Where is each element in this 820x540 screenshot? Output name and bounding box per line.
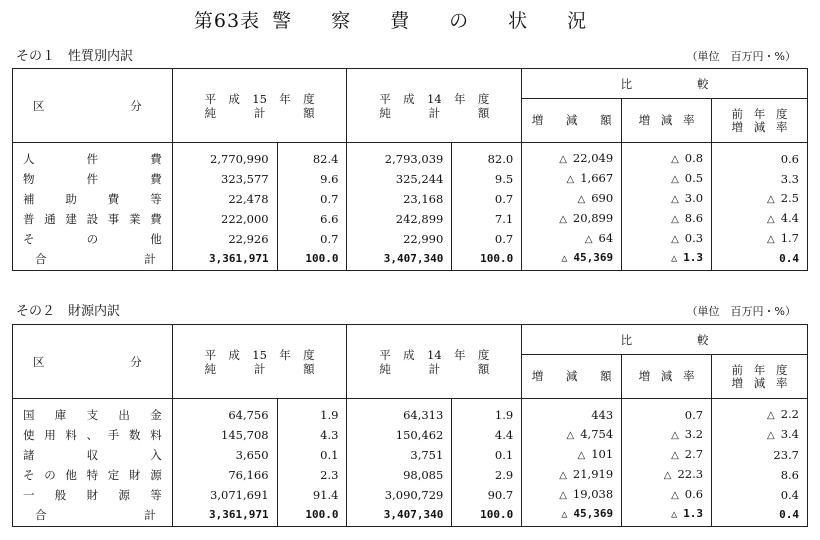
triangle-negative-mark: △: [559, 490, 567, 501]
total-row: [13, 505, 808, 527]
row-label: 国庫支出金: [13, 399, 173, 426]
triangle-negative-mark: △: [566, 174, 575, 185]
prev-change-rate: 8.6: [712, 465, 808, 485]
value-h15: 323,577: [172, 169, 277, 189]
unit-note-1: （単位 百万円・%）: [686, 50, 796, 63]
triangle-negative-mark: △: [577, 450, 586, 461]
triangle-negative-mark: △: [663, 470, 672, 481]
table-body: [13, 143, 808, 271]
table-row: [13, 189, 808, 209]
share-h14: 0.7: [452, 229, 522, 249]
row-label: 使用料、手数料: [13, 425, 173, 445]
triangle-negative-mark: △: [671, 174, 679, 185]
value-h15: 3,361,971: [172, 249, 277, 271]
triangle-negative-mark: △: [671, 430, 679, 441]
table-row: [13, 143, 808, 170]
value-h14: 22,990: [347, 229, 452, 249]
change-rate: △ 22.3: [622, 465, 712, 485]
change-rate: △ 0.5: [622, 169, 712, 189]
change-rate: △ 8.6: [622, 209, 712, 229]
header-zougenritsu: 増減率: [622, 355, 712, 399]
value-h15: 64,756: [172, 399, 277, 426]
value-h15: 222,000: [172, 209, 277, 229]
triangle-negative-mark: △: [559, 154, 567, 165]
header-kubun: 区 分: [13, 325, 173, 399]
share-h14: 0.1: [452, 445, 522, 465]
value-h15: 76,166: [172, 465, 277, 485]
change-amount: △ 22,049: [522, 143, 622, 170]
header-h15: 平成15年度 純計額: [172, 69, 347, 143]
change-amount: △ 45,369: [522, 249, 622, 271]
table-number: 第63表: [193, 10, 261, 32]
triangle-negative-mark: △: [671, 509, 678, 520]
triangle-negative-mark: △: [767, 234, 775, 245]
header-kubun: 区 分: [13, 69, 173, 143]
share-h14: 4.4: [452, 425, 522, 445]
change-amount: △ 19,038: [522, 485, 622, 505]
row-label: 一般財源等: [13, 485, 173, 505]
triangle-negative-mark: △: [767, 410, 775, 421]
row-label: 諸収入: [13, 445, 173, 465]
share-h14: 7.1: [452, 209, 522, 229]
value-h15: 3,650: [172, 445, 277, 465]
header-zougen: 増減額: [522, 355, 622, 399]
table-row: [13, 485, 808, 505]
total-row: [13, 249, 808, 271]
value-h15: 22,478: [172, 189, 277, 209]
triangle-negative-mark: △: [577, 194, 586, 205]
row-label: その他: [13, 229, 173, 249]
change-rate: △ 1.3: [622, 505, 712, 527]
prev-change-rate: 0.4: [712, 249, 808, 271]
header-zougenritsu: 増減率: [622, 99, 712, 143]
triangle-negative-mark: △: [671, 214, 679, 225]
share-h15: 82.4: [277, 143, 347, 170]
table-row: [13, 425, 808, 445]
share-h15: 0.7: [277, 229, 347, 249]
value-h14: 150,462: [347, 425, 452, 445]
value-h14: 64,313: [347, 399, 452, 426]
value-h14: 3,090,729: [347, 485, 452, 505]
change-rate: △ 3.0: [622, 189, 712, 209]
header-zougen: 増減額: [522, 99, 622, 143]
change-amount: △ 21,919: [522, 465, 622, 485]
triangle-negative-mark: △: [584, 234, 593, 245]
value-h15: 22,926: [172, 229, 277, 249]
prev-change-rate: 0.4: [712, 485, 808, 505]
change-amount: △ 45,369: [522, 505, 622, 527]
row-label: 補助費等: [13, 189, 173, 209]
share-h15: 4.3: [277, 425, 347, 445]
prev-change-rate: 0.4: [712, 505, 808, 527]
triangle-negative-mark: △: [671, 154, 679, 165]
value-h15: 3,361,971: [172, 505, 277, 527]
triangle-negative-mark: △: [671, 490, 679, 501]
share-h14: 2.9: [452, 465, 522, 485]
table-header: [13, 325, 808, 399]
value-h14: 242,899: [347, 209, 452, 229]
row-label: 物件費: [13, 169, 173, 189]
table-row: [13, 229, 808, 249]
share-h15: 100.0: [277, 505, 347, 527]
table-row: [13, 209, 808, 229]
change-rate: △ 0.6: [622, 485, 712, 505]
header-h14: 平成14年度 純計額: [347, 325, 522, 399]
triangle-negative-mark: △: [671, 234, 679, 245]
prev-change-rate: 3.3: [712, 169, 808, 189]
share-h14: 1.9: [452, 399, 522, 426]
change-amount: △ 690: [522, 189, 622, 209]
change-amount: △ 101: [522, 445, 622, 465]
change-amount: △ 1,667: [522, 169, 622, 189]
header-h14: 平成14年度 純計額: [347, 69, 522, 143]
row-label: 人件費: [13, 143, 173, 170]
change-amount: △ 64: [522, 229, 622, 249]
prev-change-rate: △ 2.5: [712, 189, 808, 209]
share-h14: 90.7: [452, 485, 522, 505]
share-h14: 0.7: [452, 189, 522, 209]
table-section-1: [12, 68, 808, 271]
triangle-negative-mark: △: [671, 253, 678, 264]
header-hikaku: 比 較: [522, 325, 808, 355]
page-title: [0, 6, 820, 33]
header-zennen: 前年度 増減率: [712, 355, 808, 399]
change-amount: 443: [522, 399, 622, 426]
triangle-negative-mark: △: [561, 253, 568, 264]
section-title-1: その１ 性質別内訳: [16, 49, 134, 64]
value-h14: 325,244: [347, 169, 452, 189]
value-h14: 3,407,340: [347, 505, 452, 527]
section-title-2: その２ 財源内訳: [16, 304, 121, 319]
row-label: その他特定財源: [13, 465, 173, 485]
header-hikaku: 比 較: [522, 69, 808, 99]
share-h15: 6.6: [277, 209, 347, 229]
title-text: 警察費の状況: [272, 10, 627, 32]
triangle-negative-mark: △: [566, 430, 575, 441]
value-h15: 2,770,990: [172, 143, 277, 170]
table-body: [13, 399, 808, 527]
value-h14: 3,751: [347, 445, 452, 465]
share-h15: 91.4: [277, 485, 347, 505]
row-label: 普通建設事業費: [13, 209, 173, 229]
prev-change-rate: △ 4.4: [712, 209, 808, 229]
share-h14: 82.0: [452, 143, 522, 170]
value-h15: 3,071,691: [172, 485, 277, 505]
triangle-negative-mark: △: [559, 214, 567, 225]
change-rate: △ 2.7: [622, 445, 712, 465]
table-section-2: [12, 324, 808, 527]
header-zennen: 前年度 増減率: [712, 99, 808, 143]
value-h14: 98,085: [347, 465, 452, 485]
table-header: [13, 69, 808, 143]
change-amount: △ 4,754: [522, 425, 622, 445]
prev-change-rate: 0.6: [712, 143, 808, 170]
triangle-negative-mark: △: [767, 430, 775, 441]
share-h14: 9.5: [452, 169, 522, 189]
value-h14: 2,793,039: [347, 143, 452, 170]
unit-note-2: （単位 百万円・%）: [686, 305, 796, 318]
prev-change-rate: △ 2.2: [712, 399, 808, 426]
share-h15: 0.1: [277, 445, 347, 465]
triangle-negative-mark: △: [767, 194, 775, 205]
triangle-negative-mark: △: [559, 470, 567, 481]
table-row: [13, 465, 808, 485]
change-rate: △ 0.8: [622, 143, 712, 170]
row-label: 合計: [13, 249, 173, 271]
table-row: [13, 169, 808, 189]
row-label: 合計: [13, 505, 173, 527]
prev-change-rate: △ 1.7: [712, 229, 808, 249]
table-row: [13, 445, 808, 465]
triangle-negative-mark: △: [671, 450, 679, 461]
share-h15: 0.7: [277, 189, 347, 209]
value-h14: 23,168: [347, 189, 452, 209]
share-h14: 100.0: [452, 505, 522, 527]
change-rate: △ 1.3: [622, 249, 712, 271]
value-h15: 145,708: [172, 425, 277, 445]
change-rate: △ 0.3: [622, 229, 712, 249]
triangle-negative-mark: △: [671, 194, 679, 205]
triangle-negative-mark: △: [767, 214, 775, 225]
change-rate: 0.7: [622, 399, 712, 426]
prev-change-rate: △ 3.4: [712, 425, 808, 445]
triangle-negative-mark: △: [561, 509, 568, 520]
prev-change-rate: 23.7: [712, 445, 808, 465]
value-h14: 3,407,340: [347, 249, 452, 271]
share-h14: 100.0: [452, 249, 522, 271]
header-h15: 平成15年度 純計額: [172, 325, 347, 399]
change-rate: △ 3.2: [622, 425, 712, 445]
share-h15: 9.6: [277, 169, 347, 189]
change-amount: △ 20,899: [522, 209, 622, 229]
table-row: [13, 399, 808, 426]
share-h15: 100.0: [277, 249, 347, 271]
share-h15: 1.9: [277, 399, 347, 426]
share-h15: 2.3: [277, 465, 347, 485]
